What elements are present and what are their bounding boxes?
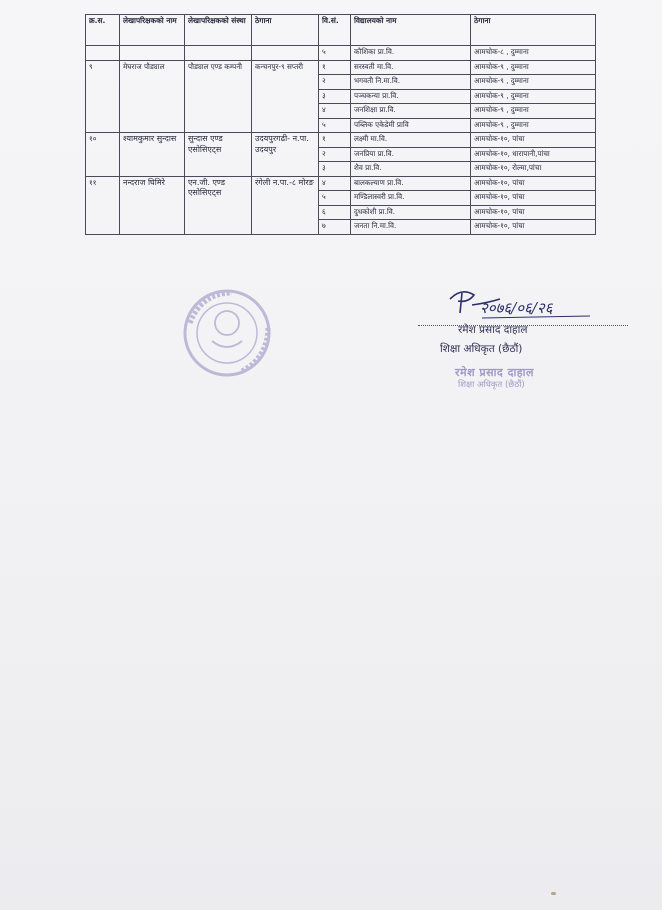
school-sn: ४ [319,176,351,191]
header-school-sn: वि.सं. [319,15,351,46]
school-sn: २ [319,147,351,162]
school-name: दुधकोशी प्रा.वि. [351,205,471,220]
school-sn: २ [319,75,351,90]
header-school-address: ठेगाना [471,15,596,46]
school-sn: ५ [319,118,351,133]
school-address: आमचोक-१०, धारापानी,पांचा [471,147,596,162]
table-row [86,133,596,148]
header-school: विद्यालयको नाम [351,15,471,46]
auditor-name: मेघराज पौड्याल [120,60,185,133]
signatory-designation: शिक्षा अधिकृत (छैठौं) [440,343,523,355]
auditor-sn: ११ [86,176,120,234]
header-auditor: लेखापरिक्षकको नाम [120,15,185,46]
school-name: मण्डिलास्वरी प्रा.वि. [351,191,471,206]
school-address: आमचोक-९ , दुम्माना [471,118,596,133]
header-sn: क्र.स. [86,15,120,46]
auditor-school-table [85,14,596,235]
school-address: आमचोक-१०, पांचा [471,176,596,191]
school-name: बालकल्याण प्रा.वि. [351,176,471,191]
school-name: पञ्चकन्या प्रा.वि. [351,89,471,104]
school-name: शैव प्रा.वि. [351,162,471,177]
signatory-name: रमेश प्रसाद दाहाल [458,324,528,336]
school-name: सरस्वती मा.वि. [351,60,471,75]
school-name: पब्लिक एकेडेमी प्रावि [351,118,471,133]
school-sn: ७ [319,220,351,235]
school-sn: १ [319,133,351,148]
school-name: जनशिक्षा प्रा.वि. [351,104,471,119]
school-address: आमचोक-९ , दुम्माना [471,60,596,75]
school-address: आमचोक-१०, पांचा [471,191,596,206]
signature-date: २०७६/०६/२६ [480,299,553,317]
school-name: कौशिका प्रा.वि. [351,46,471,61]
auditor-name: नन्दराज घिमिरे [120,176,185,234]
auditor-firm: पौड्याल एण्ड कम्पनी [185,60,252,133]
school-address: आमचोक-१०, पांचा [471,205,596,220]
name-stamp: रमेश प्रसाद दाहाल [455,366,534,379]
auditor-name [120,46,185,61]
official-seal [172,283,282,383]
handwritten-signature [442,285,592,325]
school-address: आमचोक-९ , दुम्माना [471,104,596,119]
auditor-address: कन्चनपुर-९ सप्तरी [252,60,319,133]
school-sn: ३ [319,89,351,104]
auditor-name: श्यामकुमार सुन्दास [120,133,185,177]
auditor-address: उदयपुरगढी- न.पा. उदयपुर [252,133,319,177]
auditor-firm: एन.जी. एण्ड एसोसिएट्स [185,176,252,234]
school-sn: ४ [319,104,351,119]
header-firm: लेखापरिक्षकको संस्था [185,15,252,46]
table-row [86,176,596,191]
school-sn: ५ [319,191,351,206]
school-name: जनप्रिया प्रा.वि. [351,147,471,162]
auditor-address [252,46,319,61]
table-header-row [86,15,596,46]
table-row [86,46,596,61]
school-address: आमचोक-१०, पांचा [471,133,596,148]
auditor-firm: सुन्दास एण्ड एसोसिएट्स [185,133,252,177]
school-address: आमचोक-९ , दुम्माना [471,75,596,90]
school-address: आमचोक-९ , दुम्माना [471,89,596,104]
school-sn: १ [319,60,351,75]
school-name: जनता नि.मा.वि. [351,220,471,235]
school-sn: ३ [319,162,351,177]
table-row [86,60,596,75]
school-sn: ६ [319,205,351,220]
designation-stamp: शिक्षा अधिकृत (छैठौं) [458,380,525,390]
auditor-address: रंगेली न.पा.-८ मोरङ [252,176,319,234]
auditor-sn: ९ [86,60,120,133]
paper-mark [551,892,556,895]
school-address: आमचोक-१०, पांचा [471,220,596,235]
auditor-sn: १० [86,133,120,177]
school-address: आमचोक-८ , दुम्माना [471,46,596,61]
auditor-sn [86,46,120,61]
auditor-firm [185,46,252,61]
school-address: आमचोक-१०, रोल्मा,पांचा [471,162,596,177]
header-address: ठेगाना [252,15,319,46]
school-name: लक्ष्मी मा.वि. [351,133,471,148]
school-name: भगवती नि.मा.वि. [351,75,471,90]
school-sn: ५ [319,46,351,61]
